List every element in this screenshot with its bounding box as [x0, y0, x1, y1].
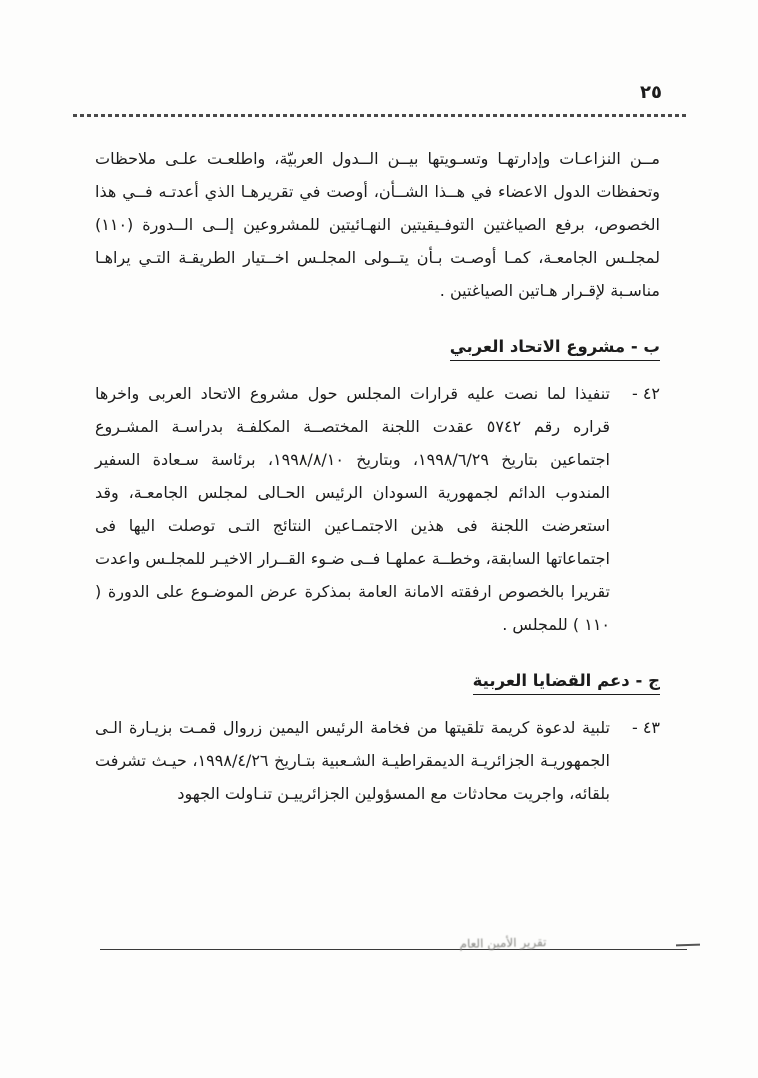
footer-rule [100, 949, 687, 950]
top-dashed-rule [70, 114, 686, 117]
item-42-number: ٤٢ - [631, 384, 660, 403]
page-content [95, 142, 660, 810]
item-43-text: تلبية لدعوة كريمة تلقيتها من فخامة الرئيس اليمين زروال قمـت بزيـارة الـى الجمهوريـة الجزائريـة الديمقراطيـة الشـعبية بتـاريخ ١٩٩٨/٤/٢٦، حيـث تشرفت بلقائه، واجريت محادثات مع المسؤولين الجزائرييـن تنـاولت الجهود [95, 718, 610, 803]
numbered-item-42 [95, 377, 660, 641]
section-heading-b [95, 337, 660, 361]
section-heading-j [95, 671, 660, 695]
footer-handwritten-note: تقرير الأمين العام [459, 935, 547, 951]
item-43-number: ٤٣ - [631, 718, 660, 737]
section-heading-b-text: ب - مشروع الاتحاد العربي [450, 337, 660, 361]
item-42-text: تنفيذا لما نصت عليه قرارات المجلس حول مشروع الاتحاد العربى واخرها قراره رقم ٥٧٤٢ عقدت اللجنة المختصــة المكلفـة بدراسـة المشـروع اجتماعين بتاريخ ١٩٩٨/٦/٢٩، وبتاريخ ١٩٩٨/٨/١٠، برئاسة سـعادة السفير المندوب الدائم لجمهورية السودان الرئيس الحـالى لمجلس الجامعـة، وقد استعرضت اللجنة فى هذين الاجتمـاعين النتائج التـى توصلت اليها فى اجتماعاتها السابقة، وخطــة عملهـا فــى ضـوء القــرار الاخيـر للمجلـس واعدت تقريرا بالخصوص ارفقته الامانة العامة بمذكرة عرض الموضـوع على الدورة ( ١١٠ ) للمجلس . [95, 384, 610, 634]
numbered-item-43 [95, 711, 660, 810]
page-number: ٢٥ [640, 82, 662, 103]
intro-paragraph: مــن النزاعـات وإدارتهـا وتسـويتها بيــن الــدول العربيّة، واطلعـت علـى ملاحظات وتحفظات الدول الاعضاء في هــذا الشــأن، أوصت في تقريرهـا الذي أعدتـه فــي هذا الخصوص، برفع الصياغتين التوفـيقيتين النهـائيتين للمشروعين إلــى الــدورة (١١٠) لمجلـس الجامعـة، كمـا أوصـت بـأن يتــولى المجلـس اخــتيار الطريقـة التـي يراهـا مناسـبة لإقـرار هـاتين الصياغتين . [95, 149, 660, 300]
section-heading-j-text: ج - دعم القضايا العربية [473, 671, 660, 695]
footer-tick-mark [676, 944, 700, 947]
